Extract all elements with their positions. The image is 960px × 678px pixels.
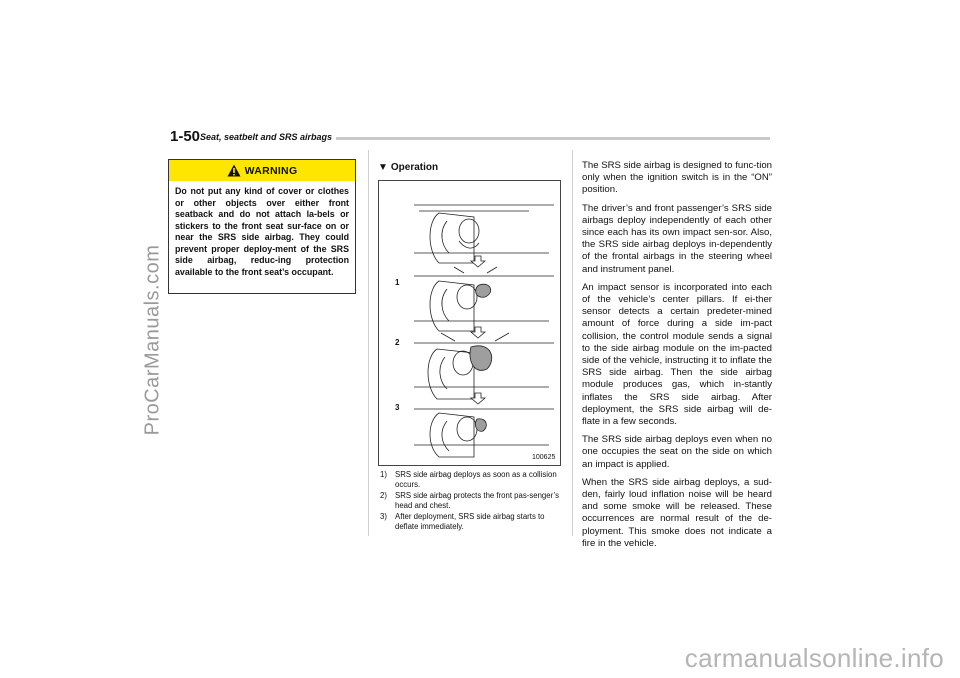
operation-heading-text: Operation (390, 162, 439, 173)
caption-item: 2) SRS side airbag protects the front pas-senger’s head and chest. (380, 491, 559, 510)
figure-captions (380, 470, 562, 533)
figure-label-1: 1 (395, 278, 400, 287)
caption-item: 3) After deployment, SRS side airbag starts to deflate immediately. (380, 512, 545, 531)
side-watermark-text: ProCarManuals.com (141, 244, 164, 436)
body-paragraph: The driver’s and front passenger’s SRS side airbags deploy independently of each other since each has its own impact sen-sor. Also, the SRS side airbag deploys in-dependently of the frontal airbags in the steering wheel and instrument panel. (582, 202, 772, 275)
bottom-watermark: carmanualsonline.info (684, 643, 944, 673)
warning-box (168, 159, 356, 294)
figure-frame-4 (414, 409, 554, 457)
triangle-bullet-icon: ▼ (378, 162, 388, 173)
body-paragraph: When the SRS side airbag deploys, a sud-den, fairly loud inflation noise will be heard and some smoke will be released. These occurrences are normal result of the de-ployment. This smoke does not indicate a fire in the vehicle. (582, 476, 772, 549)
figure-label-2: 2 (395, 338, 400, 347)
figure-frame-2 (414, 267, 554, 331)
warning-header (169, 160, 355, 181)
operation-heading (378, 162, 438, 173)
body-paragraph: The SRS side airbag deploys even when no one occupies the seat on the side on which an impact is applied. (582, 434, 772, 470)
page-number: 1-50 (170, 128, 201, 145)
header-rule (336, 137, 770, 140)
section-title: Seat, seatbelt and SRS airbags (200, 132, 333, 142)
body-text-column (582, 160, 772, 556)
caption-item: 1) SRS side airbag deploys as soon as a collision occurs. (380, 470, 557, 489)
column-divider-1 (368, 150, 369, 536)
warning-text: Do not put any kind of cover or clothes or other objects over either front seatback and do not attach la-bels or stickers to the front seat sur-face on or near the SRS side airbag. They could prevent proper deploy-ment of the SRS side airbag, reduc-ing protection available to the front seat’s occupant. (175, 186, 349, 277)
body-paragraph: An impact sensor is incorporated into each of the vehicle’s center pillars. If ei-ther sensor detects a certain predeter-mined amount of force during a side im-pact collision, the control module sends a signal to the side airbag module on the im-pacted side of the vehicle, instructing it to inflate the SRS side airbag. Then the side airbag module produces gas, which in-stantly inflates the SRS side airbag. After deployment, the SRS side airbag will de-flate in a few seconds. (582, 281, 772, 428)
figure-frame-1 (414, 205, 554, 263)
side-watermark (140, 100, 166, 580)
figure-frame-3 (414, 333, 554, 399)
warning-triangle-icon (227, 164, 241, 177)
operation-figure (378, 180, 561, 466)
airbag-deployment-illustration (379, 181, 560, 465)
figure-label-3: 3 (395, 403, 400, 412)
column-divider-2 (572, 150, 573, 536)
warning-title: WARNING (244, 164, 298, 177)
figure-id: 100625 (532, 454, 556, 461)
body-paragraph: The SRS side airbag is designed to func-tion only when the ignition switch is in the “ON” position. (582, 160, 772, 196)
page-header (170, 128, 770, 146)
